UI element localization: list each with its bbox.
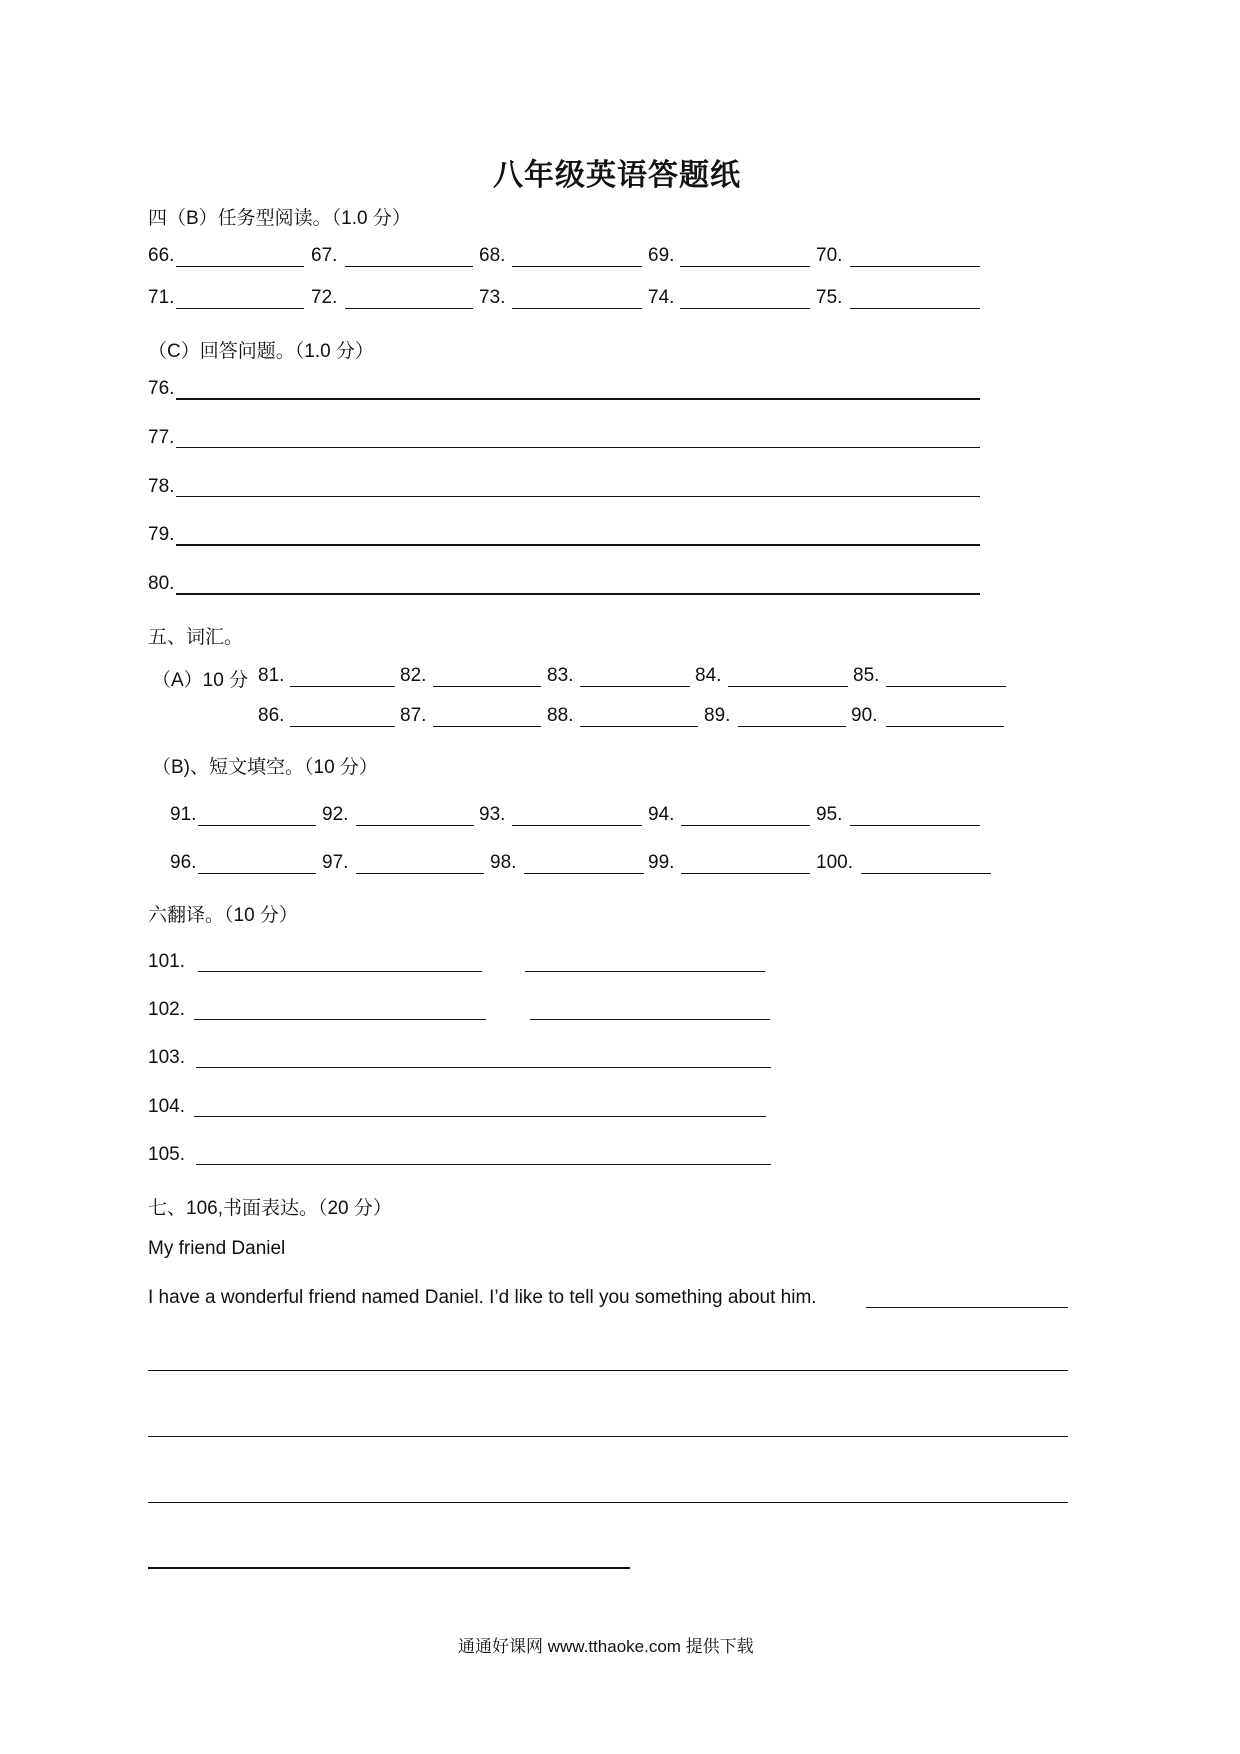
answer-blank-75[interactable] <box>850 308 980 309</box>
answer-blank-71[interactable] <box>176 308 304 309</box>
footer-source-note: 通通好课网 www.tthaoke.com 提供下载 <box>458 1637 754 1656</box>
item-label-79: 79. <box>148 524 175 545</box>
answer-line-76[interactable] <box>176 398 980 400</box>
answer-blank-84[interactable] <box>728 686 848 687</box>
item-label-88: 88. <box>547 705 574 726</box>
answer-blank-72[interactable] <box>345 308 473 309</box>
answer-blank-90[interactable] <box>886 726 1004 727</box>
item-label-86: 86. <box>258 705 285 726</box>
item-label-81: 81. <box>258 665 285 686</box>
essay-line-1-end[interactable] <box>866 1307 1068 1308</box>
item-label-98: 98. <box>490 852 517 873</box>
item-label-75: 75. <box>816 287 843 308</box>
answer-blank-93[interactable] <box>512 825 642 826</box>
answer-blank-88[interactable] <box>580 726 698 727</box>
item-label-93: 93. <box>479 804 506 825</box>
item-label-84: 84. <box>695 665 722 686</box>
item-label-87: 87. <box>400 705 427 726</box>
answer-blank-67[interactable] <box>345 266 473 267</box>
section-5b-heading: （B)、短文填空。（10 分） <box>152 757 378 778</box>
item-label-103: 103. <box>148 1047 185 1068</box>
item-label-73: 73. <box>479 287 506 308</box>
item-label-72: 72. <box>311 287 338 308</box>
section-7-heading: 七、106,书面表达。（20 分） <box>148 1198 392 1219</box>
item-label-95: 95. <box>816 804 843 825</box>
item-label-78: 78. <box>148 476 175 497</box>
item-label-69: 69. <box>648 245 675 266</box>
item-label-85: 85. <box>853 665 880 686</box>
translation-blank-101b[interactable] <box>525 971 765 972</box>
translation-line-105[interactable] <box>196 1164 771 1165</box>
answer-blank-69[interactable] <box>680 266 810 267</box>
item-label-89: 89. <box>704 705 731 726</box>
answer-blank-94[interactable] <box>681 825 810 826</box>
answer-blank-82[interactable] <box>433 686 541 687</box>
page-title: 八年级英语答题纸 <box>493 158 741 193</box>
item-label-100: 100. <box>816 852 853 873</box>
item-label-94: 94. <box>648 804 675 825</box>
answer-blank-83[interactable] <box>580 686 690 687</box>
section-5-heading: 五、词汇。 <box>148 627 244 648</box>
item-label-82: 82. <box>400 665 427 686</box>
item-label-71: 71. <box>148 287 175 308</box>
item-label-67: 67. <box>311 245 338 266</box>
item-label-96: 96. <box>170 852 197 873</box>
answer-blank-92[interactable] <box>356 825 474 826</box>
answer-blank-73[interactable] <box>512 308 642 309</box>
translation-blank-102b[interactable] <box>530 1019 770 1020</box>
item-label-92: 92. <box>322 804 349 825</box>
answer-blank-68[interactable] <box>512 266 642 267</box>
item-label-97: 97. <box>322 852 349 873</box>
answer-blank-70[interactable] <box>850 266 980 267</box>
item-label-76: 76. <box>148 378 175 399</box>
answer-blank-96[interactable] <box>198 873 316 874</box>
answer-blank-98[interactable] <box>524 873 644 874</box>
answer-blank-89[interactable] <box>738 726 846 727</box>
item-label-105: 105. <box>148 1144 185 1165</box>
answer-blank-91[interactable] <box>198 825 316 826</box>
answer-blank-95[interactable] <box>850 825 980 826</box>
answer-line-80[interactable] <box>176 593 980 595</box>
item-label-70: 70. <box>816 245 843 266</box>
essay-opening-sentence: I have a wonderful friend named Daniel. I’d like to tell you something about him. <box>148 1287 817 1308</box>
item-label-104: 104. <box>148 1096 185 1117</box>
essay-line-2[interactable] <box>148 1370 1068 1371</box>
answer-blank-66[interactable] <box>176 266 304 267</box>
answer-blank-87[interactable] <box>433 726 541 727</box>
essay-line-3[interactable] <box>148 1436 1068 1437</box>
item-label-80: 80. <box>148 573 175 594</box>
item-label-66: 66. <box>148 245 175 266</box>
essay-title: My friend Daniel <box>148 1238 286 1259</box>
item-label-102: 102. <box>148 999 185 1020</box>
item-label-68: 68. <box>479 245 506 266</box>
answer-blank-97[interactable] <box>356 873 484 874</box>
answer-line-79[interactable] <box>176 544 980 546</box>
item-label-91: 91. <box>170 804 197 825</box>
translation-blank-101a[interactable] <box>198 971 482 972</box>
translation-blank-102a[interactable] <box>194 1019 486 1020</box>
section-4c-heading: （C）回答问题。（1.0 分） <box>148 341 374 362</box>
section-4b-heading: 四（B）任务型阅读。（1.0 分） <box>148 208 411 229</box>
answer-blank-74[interactable] <box>680 308 810 309</box>
answer-blank-81[interactable] <box>290 686 395 687</box>
essay-line-5[interactable] <box>148 1567 630 1569</box>
item-label-74: 74. <box>648 287 675 308</box>
item-label-101: 101. <box>148 951 185 972</box>
answer-blank-85[interactable] <box>886 686 1006 687</box>
item-label-90: 90. <box>851 705 878 726</box>
answer-line-77[interactable] <box>176 447 980 448</box>
section-5a-label: （A）10 分 <box>152 670 249 691</box>
answer-blank-99[interactable] <box>681 873 810 874</box>
section-6-heading: 六翻译。（10 分） <box>148 905 298 926</box>
item-label-83: 83. <box>547 665 574 686</box>
answer-line-78[interactable] <box>176 496 980 497</box>
translation-line-104[interactable] <box>194 1116 766 1117</box>
item-label-77: 77. <box>148 427 175 448</box>
answer-blank-100[interactable] <box>861 873 991 874</box>
translation-line-103[interactable] <box>196 1067 771 1068</box>
essay-line-4[interactable] <box>148 1502 1068 1503</box>
item-label-99: 99. <box>648 852 675 873</box>
answer-blank-86[interactable] <box>290 726 395 727</box>
